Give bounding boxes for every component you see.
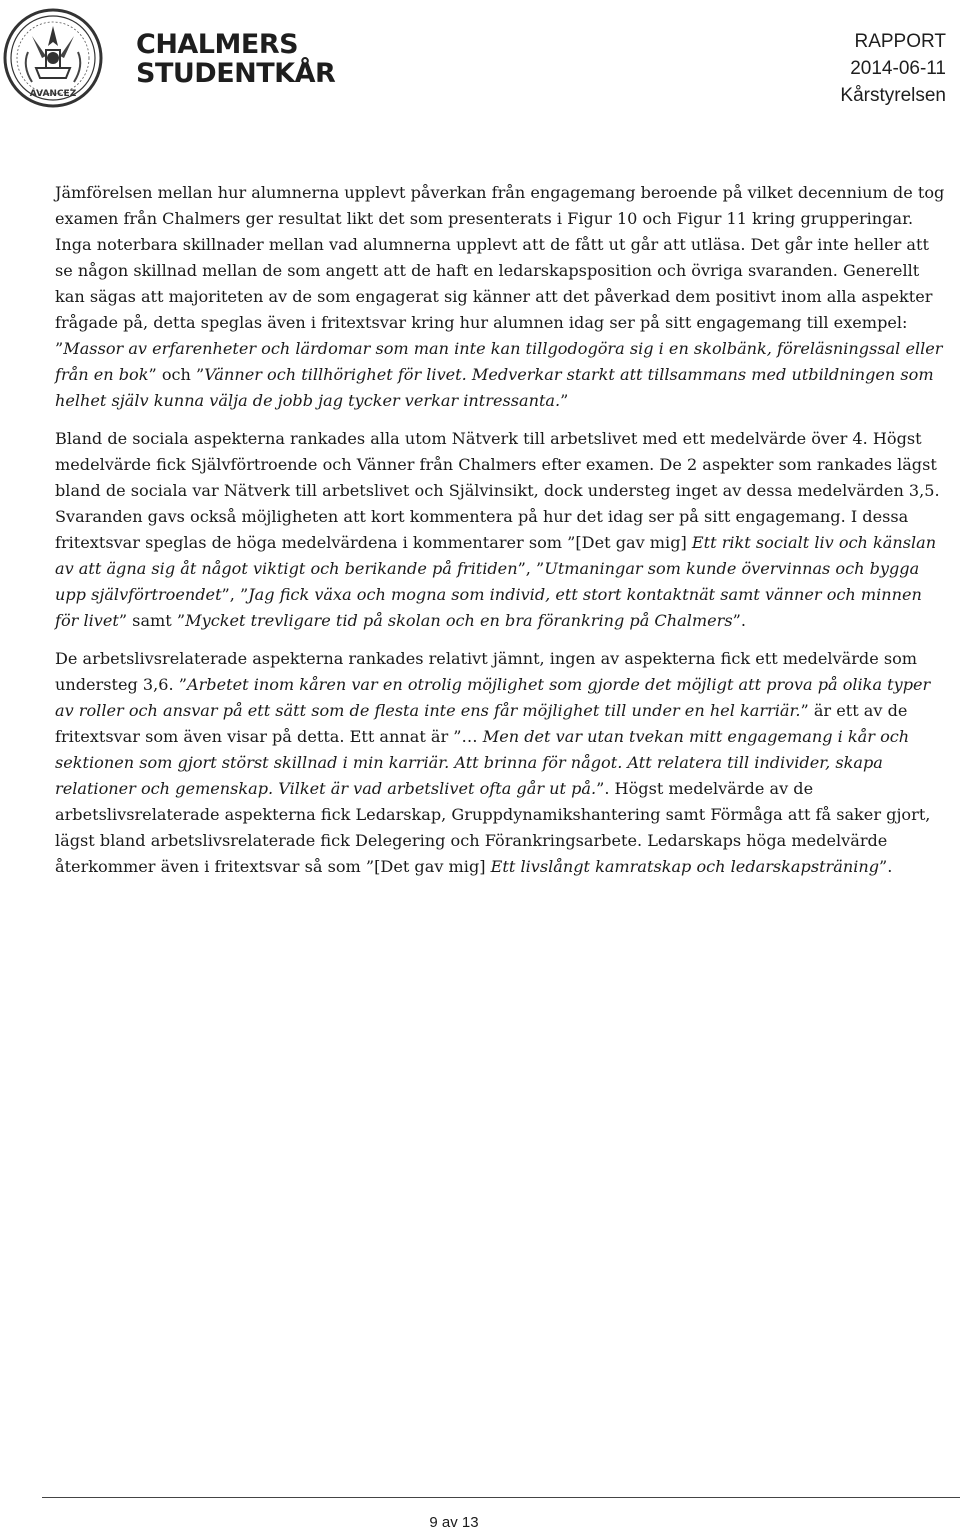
p3-text-4: ”.: [879, 857, 893, 876]
paragraph-2: [55, 426, 945, 634]
org-name-line2: STUDENTKÅR: [136, 58, 336, 89]
p3-quote-1: Arbetet inom kåren var en otrolig möjlighet som gjorde det möjligt att prova på olika typer av roller och ansvar på ett sätt som de flesta inte ens får möjlighet till under en hel karriär.: [55, 675, 931, 720]
org-name: [136, 30, 335, 88]
chalmers-seal-logo: [2, 6, 104, 110]
paragraph-1: [55, 180, 945, 414]
org-name-line1: CHALMERS: [136, 29, 299, 60]
p1-text-3: ”: [560, 391, 569, 410]
p3-quote-2: Men det var utan tvekan mitt engagemang i kår och sektionen som gjort störst skillnad i min karriär. Att brinna för något. Att relatera till individer, skapa relationer och gemenskap. Vilket är vad arbetslivet ofta går ut på.: [55, 727, 910, 798]
footer-divider: [42, 1497, 960, 1498]
p2-text-2: ”, ”: [517, 559, 545, 578]
p2-text-4: ” samt ”: [118, 611, 186, 630]
page-header: [0, 0, 960, 120]
p1-quote-1: Massor av erfarenheter och lärdomar som man inte kan tillgodogöra sig i en skolbänk, föreläsningssal eller från en bok: [55, 339, 943, 384]
page-number: 9 av 13: [429, 1514, 479, 1531]
p3-quote-3: Ett livslångt kamratskap och ledarskapsträning: [490, 857, 880, 876]
document-body: [55, 180, 945, 892]
p2-quote-2: Utmaningar som kunde övervinnas och bygga upp självförtroendet: [55, 559, 920, 604]
p2-quote-1: Ett rikt socialt liv och känslan av att ägna sig åt något viktigt och berikande på fritiden: [55, 533, 937, 578]
document-meta: [840, 28, 946, 109]
document-author: Kårstyrelsen: [840, 85, 946, 106]
p2-quote-3: Jag fick växa och mogna som individ, ett stort kontaktnät samt vänner och minnen för livet: [55, 585, 922, 630]
p2-text-5: ”.: [732, 611, 746, 630]
p1-quote-2: Vänner och tillhörighet för livet. Medverkar starkt att tillsammans med utbildningen som helhet själv kunna välja de jobb jag tycker verkar intressanta.: [55, 365, 934, 410]
p3-text-2: ” är ett av de fritextsvar som även visar på detta. Ett annat är ”…: [55, 701, 908, 746]
p2-text-1: Bland de sociala aspekterna rankades alla utom Nätverk till arbetslivet med ett medelvärde över 4. Högst medelvärde fick Självförtroende och Vänner från Chalmers efter examen. De 2 aspekter som rankades lägst bland de sociala var Nätverk till arbetslivet och Självinsikt, dock understeg inget av dessa medelvärden 3,5. Svaranden gavs också möjligheten att kort kommentera på hur det idag ser på sitt engagemang. I dessa fritextsvar speglas de höga medelvärdena i kommentarer som ”[Det gav mig]: [55, 429, 940, 552]
document-type: RAPPORT: [854, 31, 946, 52]
p2-text-3: ”, ”: [221, 585, 249, 604]
seal-motto: AVANCEZ: [29, 89, 77, 99]
p2-quote-4: Mycket trevligare tid på skolan och en bra förankring på Chalmers: [185, 611, 733, 630]
p3-text-1: De arbetslivsrelaterade aspekterna rankades relativt jämnt, ingen av aspekterna fick ett medelvärde som understeg 3,6. ”: [55, 649, 918, 694]
p1-text-2: ” och ”: [148, 365, 205, 384]
document-date: 2014-06-11: [850, 58, 946, 79]
paragraph-3: [55, 646, 945, 880]
p1-text-1: Jämförelsen mellan hur alumnerna upplevt påverkan från engagemang beroende på vilket decennium de tog examen från Chalmers ger resultat likt det som presenterats i Figur 10 och Figur 11 kring grupperingar. Inga noterbara skillnader mellan vad alumnerna upplevt att de fått ut går att utläsa. Det går inte heller att se någon skillnad mellan de som angett att de haft en ledarskapsposition och övriga svaranden. Generellt kan sägas att majoriteten av de som engagerat sig känner att det påverkad dem positivt inom alla aspekter frågade på, detta speglas även i fritextsvar kring hur alumnen idag ser på sitt engagemang till exempel: ”: [55, 183, 945, 358]
p3-text-3: ”. Högst medelvärde av de arbetslivsrelaterade aspekterna fick Ledarskap, Gruppdynamikshantering samt Förmåga att få saker gjort, lägst bland arbetslivsrelaterade fick Delegering och Förankringsarbete. Ledarskaps höga medelvärde återkommer även i fritextsvar så som ”[Det gav mig]: [55, 779, 931, 876]
